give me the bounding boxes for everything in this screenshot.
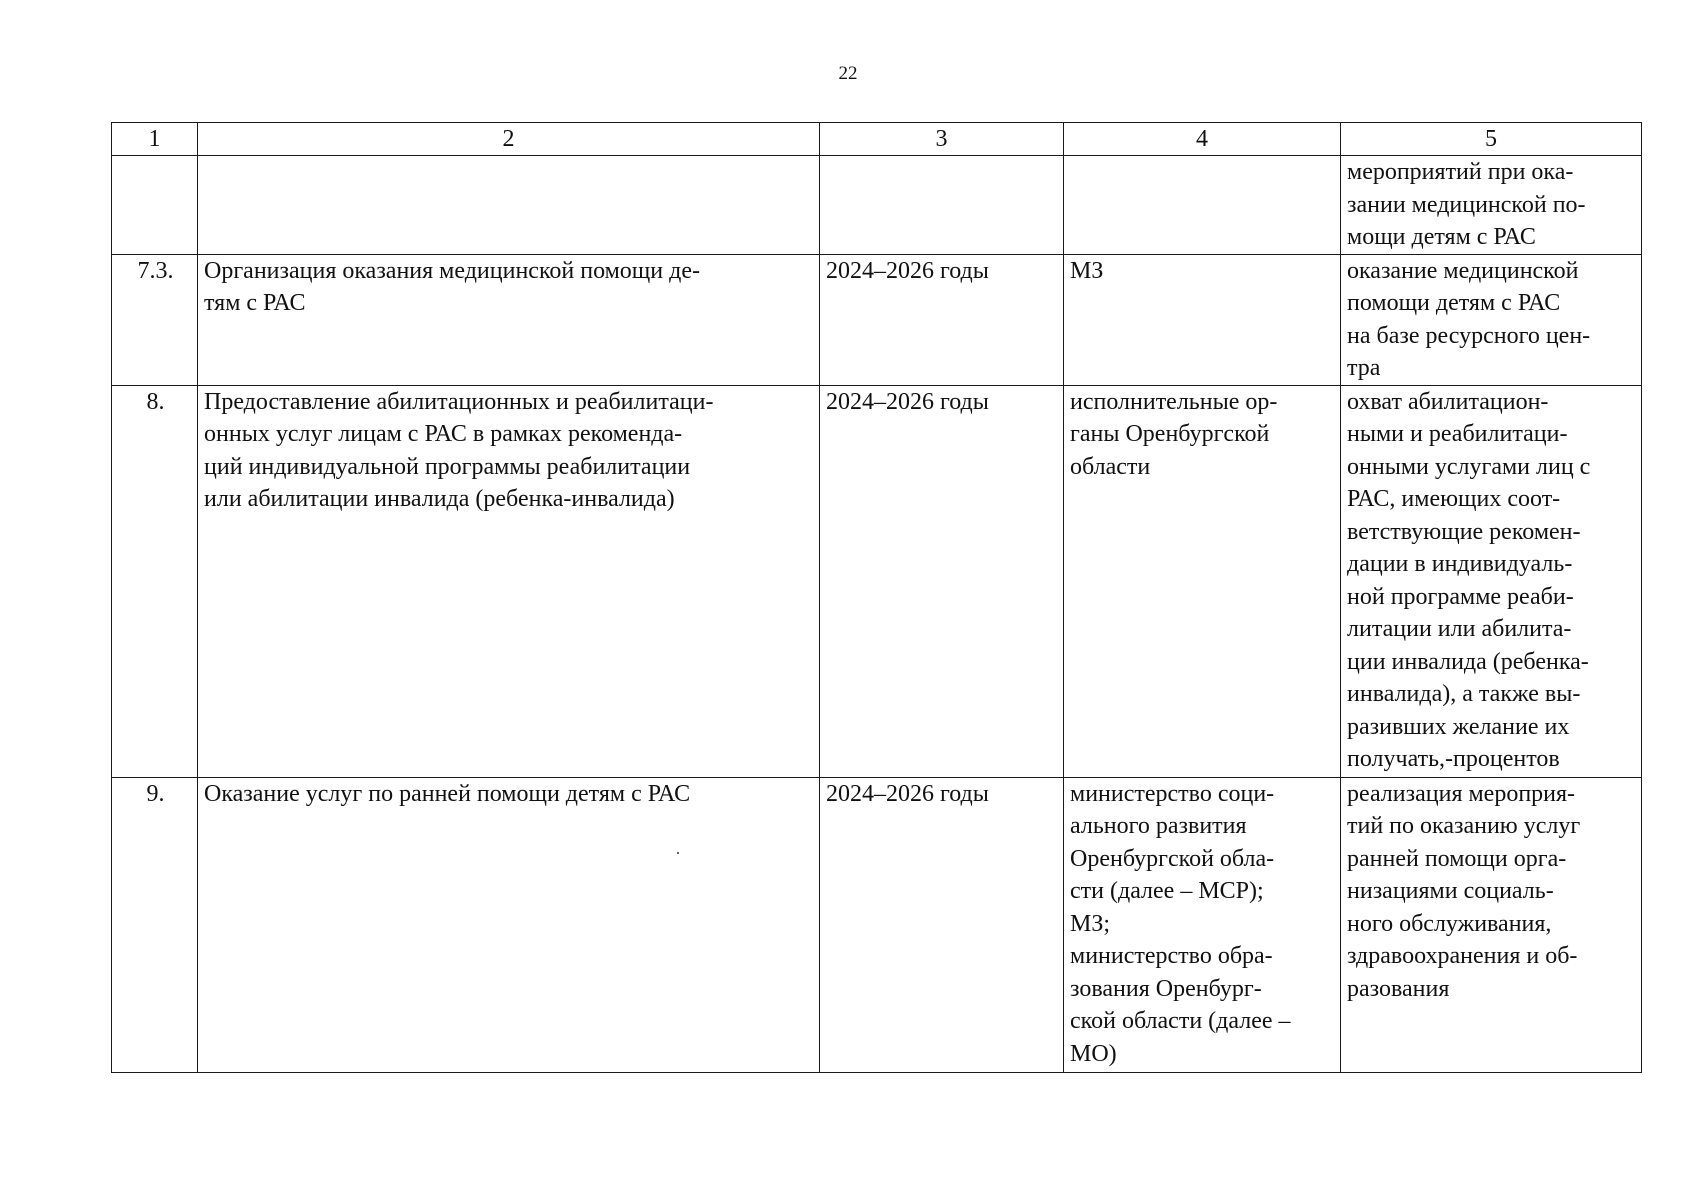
table-header-row [112, 123, 1642, 156]
row-number-cell: 8. [112, 385, 198, 777]
table-row [112, 777, 1642, 1072]
measure-cell: Оказание услуг по ранней помощи детям с РАС [198, 777, 820, 1072]
column-header-4: 4 [1064, 123, 1341, 156]
result-cell: реализация мероприя- тий по оказанию услуг ранней помощи орга- низациями социаль- ного обслуживания, здравоохранения и об- разования [1341, 777, 1642, 1072]
column-header-2: 2 [198, 123, 820, 156]
table-row [112, 385, 1642, 777]
table-row [112, 156, 1642, 255]
executor-cell: министерство соци- ального развития Оренбургской обла- сти (далее – МСР); МЗ; министерство обра- зования Оренбург- ской области (далее – МО) [1064, 777, 1341, 1072]
document-table [111, 122, 1642, 1073]
measure-cell: Предоставление абилитационных и реабилитаци- онных услуг лицам с РАС в рамках рекоменда- ций индивидуальной программы реабилитации или абилитации инвалида (ребенка-инвалида) [198, 385, 820, 777]
period-cell: 2024–2026 годы [820, 777, 1064, 1072]
result-cell: мероприятий при ока- зании медицинской по- мощи детям с РАС [1341, 156, 1642, 255]
row-number-cell: 9. [112, 777, 198, 1072]
row-number-cell [112, 156, 198, 255]
executor-cell: исполнительные ор- ганы Оренбургской области [1064, 385, 1341, 777]
result-cell: оказание медицинской помощи детям с РАС на базе ресурсного цен- тра [1341, 254, 1642, 385]
period-cell [820, 156, 1064, 255]
row-number-cell: 7.3. [112, 254, 198, 385]
table-row [112, 254, 1642, 385]
column-header-1: 1 [112, 123, 198, 156]
scan-speck [677, 852, 679, 854]
period-cell: 2024–2026 годы [820, 254, 1064, 385]
result-cell: охват абилитацион- ными и реабилитаци- онными услугами лиц с РАС, имеющих соот- ветствующие рекомен- дации в индивидуаль- ной программе реаби- литации или абилита- ции инвалида (ребенка- инвалида), а также вы- разивших желание их получать,-процентов [1341, 385, 1642, 777]
column-header-5: 5 [1341, 123, 1642, 156]
measure-cell: Организация оказания медицинской помощи де- тям с РАС [198, 254, 820, 385]
period-cell: 2024–2026 годы [820, 385, 1064, 777]
measure-cell [198, 156, 820, 255]
executor-cell [1064, 156, 1341, 255]
executor-cell: МЗ [1064, 254, 1341, 385]
page-number: 22 [838, 63, 858, 84]
column-header-3: 3 [820, 123, 1064, 156]
